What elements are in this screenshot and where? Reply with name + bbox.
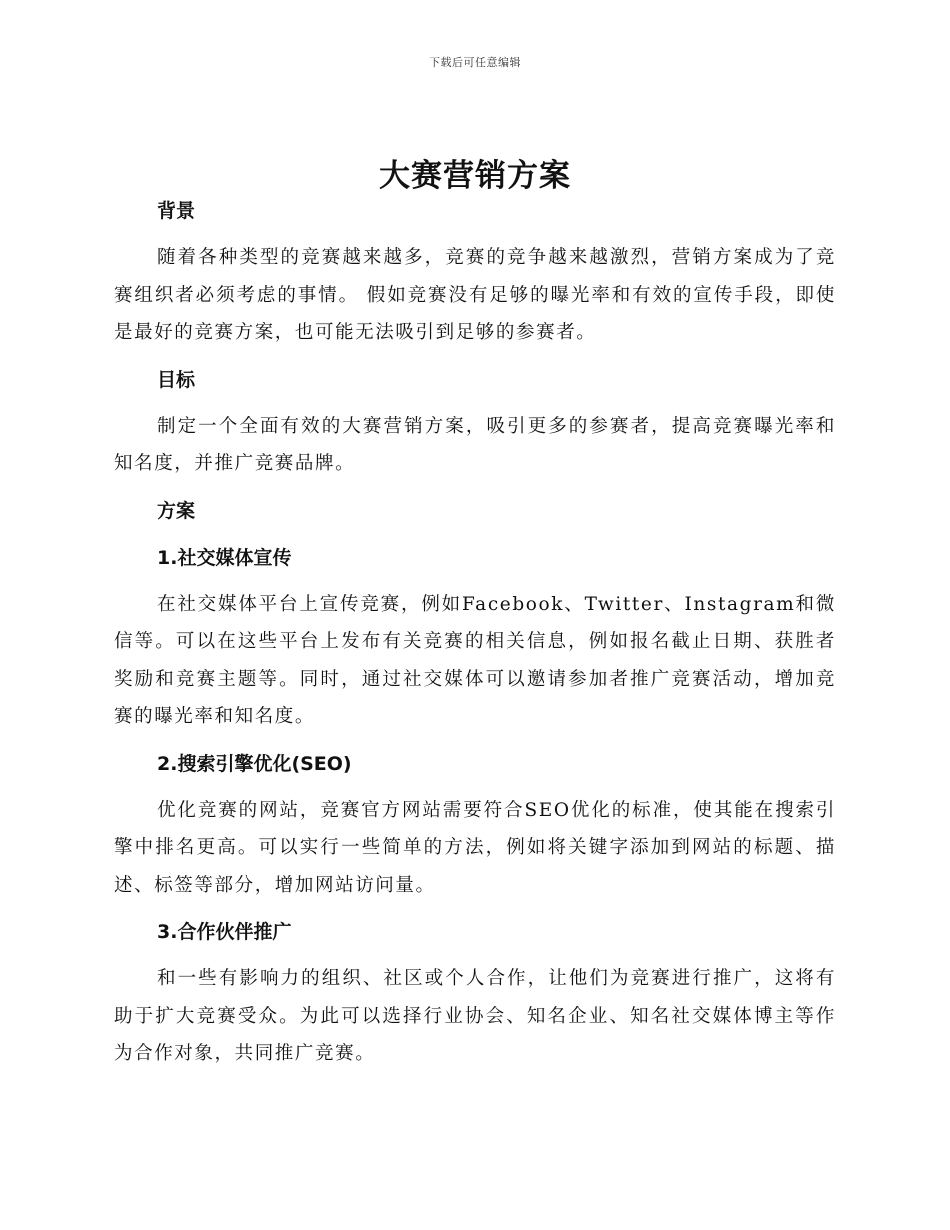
section-heading-seo: 2.搜索引擎优化(SEO) bbox=[157, 752, 352, 775]
section-paragraph-background: 随着各种类型的竞赛越来越多，竞赛的竞争越来越激烈，营销方案成为了竞赛组织者必须考虑的事情。 假如竞赛没有足够的曝光率和有效的宣传手段，即使是最好的竞赛方案，也可能无法吸引到足够的参赛者。 bbox=[114, 247, 836, 343]
section-paragraph-goal: 制定一个全面有效的大赛营销方案，吸引更多的参赛者，提高竞赛曝光率和知名度，并推广竞赛品牌。 bbox=[114, 415, 836, 474]
page-header: 下载后可任意编辑 bbox=[429, 56, 521, 69]
section-paragraph-social-media: 在社交媒体平台上宣传竞赛，例如Facebook、Twitter、Instagram和微信等。可以在这些平台上发布有关竞赛的相关信息，例如报名截止日期、获胜者奖励和竞赛主题等。同时，通过社交媒体可以邀请参加者推广竞赛活动，增加竞赛的曝光率和知名度。 bbox=[114, 593, 836, 727]
section-paragraph-partners: 和一些有影响力的组织、社区或个人合作，让他们为竞赛进行推广，这将有助于扩大竞赛受众。为此可以选择行业协会、知名企业、知名社交媒体博主等作为合作对象，共同推广竞赛。 bbox=[114, 968, 836, 1064]
section-heading-plan: 方案 bbox=[157, 499, 196, 522]
document-title: 大赛营销方案 bbox=[379, 158, 571, 194]
document-body bbox=[114, 192, 836, 1073]
section-paragraph-seo: 优化竞赛的网站，竞赛官方网站需要符合SEO优化的标准，使其能在搜索引擎中排名更高。可以实行一些简单的方法，例如将关键字添加到网站的标题、描述、标签等部分，增加网站访问量。 bbox=[114, 799, 836, 896]
section-heading-social-media: 1.社交媒体宣传 bbox=[157, 546, 292, 569]
section-heading-partners: 3.合作伙伴推广 bbox=[157, 921, 292, 943]
section-heading-goal: 目标 bbox=[157, 368, 196, 391]
section-heading-background: 背景 bbox=[157, 200, 196, 222]
